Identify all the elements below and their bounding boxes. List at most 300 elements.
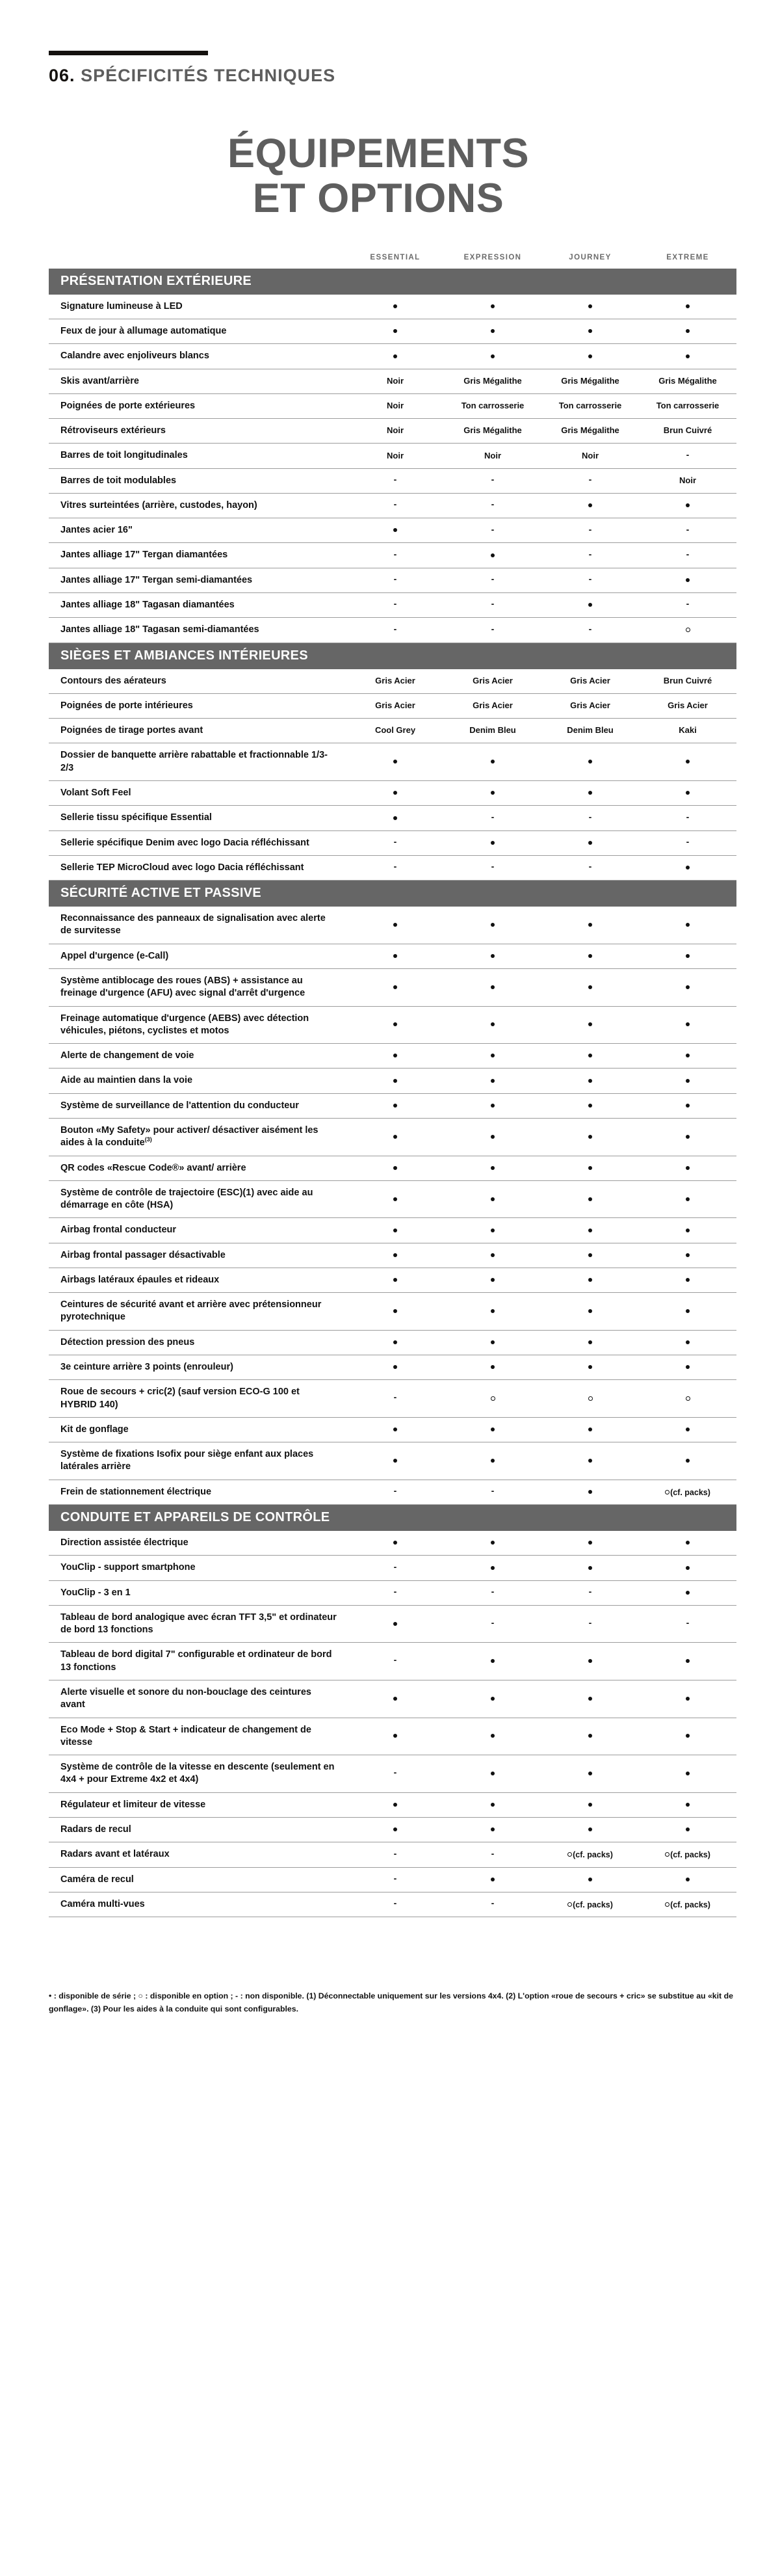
- feature-label: QR codes «Rescue Code®» avant/ arrière: [49, 1156, 346, 1180]
- standard-dot-icon: [686, 304, 690, 308]
- value-cell-expression: [444, 907, 541, 944]
- standard-dot-icon: [491, 985, 495, 989]
- value-cell-expression: [444, 1480, 541, 1504]
- standard-dot-icon: [686, 354, 690, 358]
- column-header-extreme: [639, 254, 736, 269]
- unavailable-dash: -: [491, 1586, 495, 1597]
- standard-dot-icon: [588, 1166, 592, 1170]
- standard-dot-icon: [393, 1054, 397, 1057]
- value-cell-expression: [444, 719, 541, 743]
- value-cell-expression: [444, 806, 541, 830]
- value-cell-essential: [346, 295, 444, 319]
- unavailable-dash: -: [686, 836, 690, 847]
- feature-label: Jantes alliage 17" Tergan diamantées: [49, 543, 346, 568]
- table-row: [49, 855, 736, 880]
- value-cell-expression: [444, 1817, 541, 1842]
- value-cell-expression: [444, 669, 541, 694]
- standard-dot-icon: [393, 954, 397, 958]
- value-text: Cool Grey: [374, 725, 416, 736]
- spec-table-wrapper: [49, 254, 736, 1917]
- standard-dot-icon: [588, 1878, 592, 1881]
- standard-dot-icon: [393, 1022, 397, 1026]
- table-row: [49, 1792, 736, 1817]
- chapter-title: SPÉCIFICITÉS TECHNIQUES: [81, 66, 336, 85]
- standard-dot-icon: [686, 1079, 690, 1083]
- standard-dot-icon: [686, 1022, 690, 1026]
- value-cell-expression: [444, 1755, 541, 1793]
- value-cell-journey: [541, 968, 639, 1006]
- value-cell-expression: [444, 1605, 541, 1643]
- table-row: [49, 1330, 736, 1355]
- standard-dot-icon: [393, 1278, 397, 1282]
- unavailable-dash: -: [491, 811, 495, 822]
- value-cell-journey: [541, 295, 639, 319]
- unavailable-dash: -: [393, 861, 397, 872]
- value-cell-journey: [541, 1442, 639, 1480]
- value-text: Gris Acier: [375, 675, 415, 685]
- section-header-row: [49, 269, 736, 295]
- value-cell-essential: [346, 419, 444, 444]
- standard-dot-icon: [588, 1309, 592, 1313]
- value-cell-extreme: [639, 1792, 736, 1817]
- value-text: Gris Mégalithe: [463, 375, 522, 386]
- feature-footnote-marker: (3): [144, 1136, 152, 1143]
- value-cell-journey: [541, 781, 639, 806]
- feature-label: Signature lumineuse à LED: [49, 295, 346, 319]
- standard-dot-icon: [491, 1340, 495, 1344]
- unavailable-dash: -: [393, 1561, 397, 1572]
- standard-dot-icon: [491, 1878, 495, 1881]
- value-cell-journey: [541, 468, 639, 493]
- value-cell-essential: [346, 1243, 444, 1268]
- feature-label: Caméra de recul: [49, 1867, 346, 1892]
- value-cell-expression: [444, 1867, 541, 1892]
- value-cell-essential: [346, 907, 444, 944]
- option-packs-note: (cf. packs): [567, 1850, 613, 1859]
- option-circle-icon: [491, 1396, 495, 1401]
- value-cell-expression: [444, 1293, 541, 1331]
- standard-dot-icon: [491, 1135, 495, 1139]
- standard-dot-icon: [686, 1228, 690, 1232]
- feature-label: Ceintures de sécurité avant et arrière avec prétensionneur pyrotechnique: [49, 1293, 346, 1331]
- standard-dot-icon: [686, 1135, 690, 1139]
- value-cell-extreme: [639, 444, 736, 468]
- standard-dot-icon: [393, 1340, 397, 1344]
- unavailable-dash: -: [588, 1586, 592, 1597]
- value-cell-extreme: [639, 419, 736, 444]
- value-cell-journey: [541, 1180, 639, 1218]
- table-row: [49, 719, 736, 743]
- unavailable-dash: -: [491, 623, 495, 634]
- value-cell-extreme: [639, 319, 736, 343]
- value-cell-extreme: [639, 1355, 736, 1380]
- table-row: [49, 944, 736, 968]
- value-cell-journey: [541, 1330, 639, 1355]
- value-cell-journey: [541, 493, 639, 518]
- value-cell-expression: [444, 944, 541, 968]
- value-cell-essential: [346, 781, 444, 806]
- value-cell-essential: [346, 1156, 444, 1180]
- standard-dot-icon: [588, 1427, 592, 1431]
- standard-dot-icon: [393, 1803, 397, 1807]
- standard-dot-icon: [588, 329, 592, 333]
- value-cell-journey: [541, 369, 639, 393]
- table-row: [49, 543, 736, 568]
- value-cell-extreme: [639, 1842, 736, 1867]
- value-cell-essential: [346, 743, 444, 781]
- standard-dot-icon: [491, 1278, 495, 1282]
- standard-dot-icon: [588, 1278, 592, 1282]
- spec-table-body: [49, 254, 736, 1917]
- value-text: Kaki: [679, 725, 697, 736]
- standard-dot-icon: [588, 503, 592, 507]
- feature-label: Aide au maintien dans la voie: [49, 1069, 346, 1093]
- value-cell-essential: [346, 1355, 444, 1380]
- feature-label: Jantes acier 16": [49, 518, 346, 543]
- value-text: Denim Bleu: [469, 725, 516, 736]
- value-cell-essential: [346, 369, 444, 393]
- standard-dot-icon: [686, 578, 690, 582]
- column-header-label: EXPRESSION: [463, 253, 522, 261]
- value-cell-extreme: [639, 295, 736, 319]
- standard-dot-icon: [491, 1427, 495, 1431]
- unavailable-dash: -: [393, 623, 397, 634]
- standard-dot-icon: [588, 1459, 592, 1463]
- standard-dot-icon: [686, 1827, 690, 1831]
- unavailable-dash: -: [393, 598, 397, 609]
- feature-label: Système de fixations Isofix pour siège enfant aux places latérales arrière: [49, 1442, 346, 1480]
- value-cell-extreme: [639, 543, 736, 568]
- table-row: [49, 669, 736, 694]
- standard-dot-icon: [588, 1659, 592, 1663]
- value-cell-essential: [346, 393, 444, 418]
- option-circle-icon: [665, 1902, 670, 1907]
- value-cell-essential: [346, 568, 444, 592]
- value-cell-extreme: [639, 393, 736, 418]
- feature-label: Contours des aérateurs: [49, 669, 346, 694]
- value-cell-extreme: [639, 568, 736, 592]
- value-cell-journey: [541, 1417, 639, 1442]
- value-text: Noir: [387, 425, 404, 436]
- standard-dot-icon: [491, 1697, 495, 1701]
- value-cell-extreme: [639, 1243, 736, 1268]
- value-cell-expression: [444, 593, 541, 618]
- value-cell-expression: [444, 319, 541, 343]
- value-cell-essential: [346, 1293, 444, 1331]
- value-cell-extreme: [639, 369, 736, 393]
- table-row: [49, 319, 736, 343]
- standard-dot-icon: [491, 1104, 495, 1108]
- standard-dot-icon: [393, 528, 397, 532]
- table-row: [49, 468, 736, 493]
- standard-dot-icon: [491, 1365, 495, 1369]
- table-row: [49, 593, 736, 618]
- section-header-row: [49, 881, 736, 907]
- page-header: [0, 0, 780, 85]
- value-text: Brun Cuivré: [663, 675, 712, 685]
- standard-dot-icon: [393, 985, 397, 989]
- standard-dot-icon: [686, 760, 690, 764]
- standard-dot-icon: [686, 1734, 690, 1738]
- table-row: [49, 1643, 736, 1680]
- value-cell-extreme: [639, 719, 736, 743]
- value-cell-expression: [444, 369, 541, 393]
- value-cell-expression: [444, 1218, 541, 1243]
- value-cell-journey: [541, 1605, 639, 1643]
- value-cell-journey: [541, 1867, 639, 1892]
- value-cell-journey: [541, 1842, 639, 1867]
- standard-dot-icon: [588, 791, 592, 795]
- unavailable-dash: -: [588, 548, 592, 559]
- unavailable-dash: -: [588, 524, 592, 535]
- column-header-expression: [444, 254, 541, 269]
- unavailable-dash: -: [393, 1485, 397, 1496]
- chapter-number: 06.: [49, 66, 75, 85]
- standard-dot-icon: [491, 354, 495, 358]
- value-cell-essential: [346, 1842, 444, 1867]
- standard-dot-icon: [588, 1697, 592, 1701]
- value-cell-extreme: [639, 1218, 736, 1243]
- value-text: Gris Acier: [668, 700, 708, 711]
- value-cell-journey: [541, 568, 639, 592]
- value-cell-extreme: [639, 1442, 736, 1480]
- feature-label: 3e ceinture arrière 3 points (enrouleur): [49, 1355, 346, 1380]
- value-cell-expression: [444, 468, 541, 493]
- standard-dot-icon: [491, 841, 495, 845]
- value-cell-extreme: [639, 1531, 736, 1556]
- table-row: [49, 393, 736, 418]
- value-cell-essential: [346, 693, 444, 718]
- value-cell-journey: [541, 1380, 639, 1418]
- feature-label: Alerte visuelle et sonore du non-bouclage des ceintures avant: [49, 1680, 346, 1718]
- value-cell-expression: [444, 1243, 541, 1268]
- table-row: [49, 1180, 736, 1218]
- value-cell-extreme: [639, 1605, 736, 1643]
- footnote: • : disponible de série ; ○ : disponible en option ; - : non disponible. (1) Déconnectable uniquement sur les versions 4x4. (2) L'option «roue de secours + cric» se substitue au «kit de gonflage». (3) Pour les aides à la conduite qui sont configurables.: [49, 1991, 733, 2013]
- standard-dot-icon: [491, 1253, 495, 1257]
- standard-dot-icon: [588, 1827, 592, 1831]
- feature-label: Feux de jour à allumage automatique: [49, 319, 346, 343]
- value-cell-essential: [346, 1792, 444, 1817]
- standard-dot-icon: [686, 329, 690, 333]
- feature-label: Skis avant/arrière: [49, 369, 346, 393]
- value-text: Gris Acier: [473, 675, 513, 685]
- feature-label: Caméra multi-vues: [49, 1892, 346, 1917]
- value-cell-essential: [346, 1580, 444, 1605]
- table-row: [49, 907, 736, 944]
- unavailable-dash: -: [491, 1848, 495, 1859]
- option-packs-note: (cf. packs): [567, 1900, 613, 1909]
- feature-label: Système antiblocage des roues (ABS) + assistance au freinage d'urgence (AFU) avec signal d'arrêt d'urgence: [49, 968, 346, 1006]
- standard-dot-icon: [588, 1566, 592, 1570]
- value-cell-journey: [541, 419, 639, 444]
- unavailable-dash: -: [686, 811, 690, 822]
- value-cell-extreme: [639, 1069, 736, 1093]
- section-header-cell: [49, 1505, 736, 1532]
- value-cell-journey: [541, 1355, 639, 1380]
- standard-dot-icon: [393, 304, 397, 308]
- unavailable-dash: -: [393, 574, 397, 585]
- value-cell-expression: [444, 1380, 541, 1418]
- spec-table: [49, 254, 736, 1917]
- value-cell-essential: [346, 968, 444, 1006]
- standard-dot-icon: [491, 1309, 495, 1313]
- feature-label: Poignées de tirage portes avant: [49, 719, 346, 743]
- feature-label: Kit de gonflage: [49, 1417, 346, 1442]
- value-cell-journey: [541, 1293, 639, 1331]
- header-rule: [49, 51, 208, 55]
- value-cell-essential: [346, 468, 444, 493]
- standard-dot-icon: [588, 1022, 592, 1026]
- value-cell-extreme: [639, 1180, 736, 1218]
- section-header-row: [49, 643, 736, 669]
- value-cell-journey: [541, 1817, 639, 1842]
- unavailable-dash: -: [393, 499, 397, 510]
- standard-dot-icon: [393, 816, 397, 820]
- value-cell-essential: [346, 1755, 444, 1793]
- column-header-label: JOURNEY: [569, 253, 612, 261]
- column-header-spacer: [49, 254, 346, 269]
- value-cell-essential: [346, 1480, 444, 1504]
- value-cell-extreme: [639, 1118, 736, 1156]
- unavailable-dash: -: [491, 598, 495, 609]
- feature-label: YouClip - support smartphone: [49, 1556, 346, 1580]
- standard-dot-icon: [491, 553, 495, 557]
- value-text: Ton carrosserie: [656, 400, 720, 410]
- standard-dot-icon: [686, 1659, 690, 1663]
- value-cell-essential: [346, 1718, 444, 1755]
- option-circle-icon: [588, 1396, 593, 1401]
- section-header-row: [49, 1505, 736, 1532]
- value-cell-journey: [541, 1892, 639, 1917]
- value-cell-expression: [444, 1156, 541, 1180]
- section-title: CONDUITE ET APPAREILS DE CONTRÔLE: [60, 1510, 330, 1524]
- standard-dot-icon: [491, 1022, 495, 1026]
- value-cell-essential: [346, 1867, 444, 1892]
- value-cell-extreme: [639, 1817, 736, 1842]
- standard-dot-icon: [491, 1659, 495, 1663]
- value-text: Denim Bleu: [567, 725, 614, 736]
- standard-dot-icon: [393, 329, 397, 333]
- value-cell-expression: [444, 830, 541, 855]
- value-cell-expression: [444, 1842, 541, 1867]
- value-cell-journey: [541, 1118, 639, 1156]
- standard-dot-icon: [393, 354, 397, 358]
- value-cell-essential: [346, 1605, 444, 1643]
- standard-dot-icon: [491, 1541, 495, 1545]
- value-cell-journey: [541, 543, 639, 568]
- standard-dot-icon: [686, 1166, 690, 1170]
- unavailable-dash: -: [686, 524, 690, 535]
- table-row: [49, 968, 736, 1006]
- standard-dot-icon: [588, 603, 592, 607]
- value-cell-essential: [346, 1380, 444, 1418]
- value-cell-expression: [444, 344, 541, 369]
- table-row: [49, 295, 736, 319]
- unavailable-dash: -: [588, 861, 592, 872]
- feature-label: Jantes alliage 18" Tagasan diamantées: [49, 593, 346, 618]
- table-row: [49, 1380, 736, 1418]
- standard-dot-icon: [393, 1309, 397, 1313]
- unavailable-dash: -: [491, 499, 495, 510]
- value-cell-essential: [346, 593, 444, 618]
- value-cell-expression: [444, 968, 541, 1006]
- value-text: Noir: [387, 400, 404, 410]
- standard-dot-icon: [588, 1490, 592, 1494]
- value-cell-expression: [444, 419, 541, 444]
- unavailable-dash: -: [491, 1485, 495, 1496]
- feature-label: Rétroviseurs extérieurs: [49, 419, 346, 444]
- table-row: [49, 830, 736, 855]
- value-cell-extreme: [639, 830, 736, 855]
- table-row: [49, 1243, 736, 1268]
- value-cell-extreme: [639, 1156, 736, 1180]
- value-cell-expression: [444, 393, 541, 418]
- value-cell-journey: [541, 319, 639, 343]
- value-cell-essential: [346, 669, 444, 694]
- value-cell-extreme: [639, 493, 736, 518]
- feature-label: Airbag frontal conducteur: [49, 1218, 346, 1243]
- value-cell-journey: [541, 1268, 639, 1292]
- value-text: Gris Mégalithe: [463, 425, 522, 436]
- standard-dot-icon: [491, 1054, 495, 1057]
- value-cell-essential: [346, 830, 444, 855]
- unavailable-dash: -: [588, 574, 592, 585]
- unavailable-dash: -: [393, 473, 397, 485]
- feature-label: Airbag frontal passager désactivable: [49, 1243, 346, 1268]
- column-header-essential: [346, 254, 444, 269]
- value-cell-expression: [444, 855, 541, 880]
- table-row: [49, 781, 736, 806]
- standard-dot-icon: [393, 1197, 397, 1201]
- standard-dot-icon: [588, 1772, 592, 1775]
- value-cell-journey: [541, 1156, 639, 1180]
- feature-label: Barres de toit longitudinales: [49, 444, 346, 468]
- feature-label: Barres de toit modulables: [49, 468, 346, 493]
- standard-dot-icon: [491, 923, 495, 927]
- value-cell-extreme: [639, 806, 736, 830]
- unavailable-dash: -: [491, 473, 495, 485]
- unavailable-dash: -: [393, 548, 397, 559]
- standard-dot-icon: [588, 354, 592, 358]
- standard-dot-icon: [588, 1803, 592, 1807]
- page-title-line2: ET OPTIONS: [252, 176, 504, 221]
- chapter-heading: [49, 66, 780, 85]
- unavailable-dash: -: [686, 598, 690, 609]
- value-cell-essential: [346, 1442, 444, 1480]
- value-cell-extreme: [639, 743, 736, 781]
- value-cell-extreme: [639, 1643, 736, 1680]
- value-cell-essential: [346, 618, 444, 643]
- value-cell-essential: [346, 1680, 444, 1718]
- feature-label: Reconnaissance des panneaux de signalisation avec alerte de survitesse: [49, 907, 346, 944]
- table-row: [49, 1293, 736, 1331]
- value-text: Noir: [582, 450, 599, 460]
- value-cell-extreme: [639, 968, 736, 1006]
- value-cell-essential: [346, 319, 444, 343]
- section-header-cell: [49, 269, 736, 295]
- standard-dot-icon: [686, 923, 690, 927]
- value-text: Gris Acier: [570, 675, 610, 685]
- unavailable-dash: -: [686, 449, 690, 460]
- standard-dot-icon: [588, 1079, 592, 1083]
- standard-dot-icon: [393, 1622, 397, 1626]
- unavailable-dash: -: [393, 1586, 397, 1597]
- feature-label: Poignées de porte extérieures: [49, 393, 346, 418]
- feature-label: Eco Mode + Stop & Start + indicateur de changement de vitesse: [49, 1718, 346, 1755]
- standard-dot-icon: [393, 1427, 397, 1431]
- standard-dot-icon: [393, 1734, 397, 1738]
